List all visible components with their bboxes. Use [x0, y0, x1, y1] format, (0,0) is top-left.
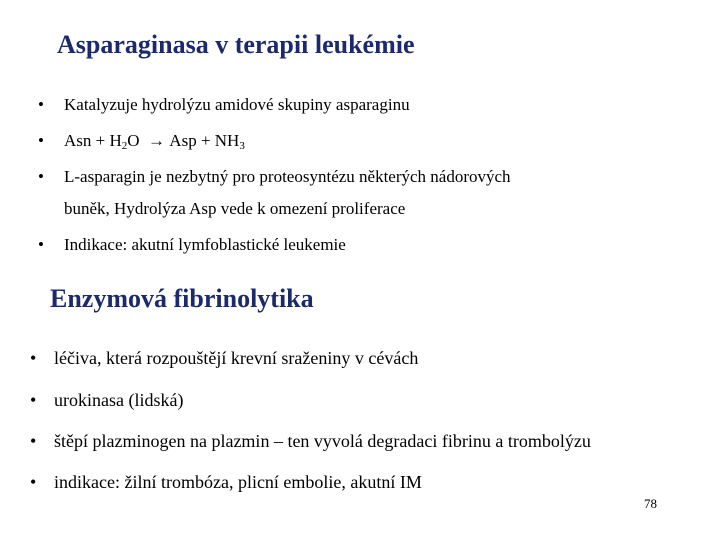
bullet-text: Indikace: akutní lymfoblastické leukemie: [64, 235, 346, 254]
bullet-icon: •: [38, 131, 44, 150]
equation-part: Asp + NH: [169, 131, 240, 150]
equation-subscript: 3: [239, 140, 245, 152]
equation-part: O: [127, 131, 140, 150]
bullet-icon: •: [30, 348, 37, 368]
bullet-text: léčiva, která rozpouštějí krevní sraženiny v cévách: [54, 348, 419, 368]
bullet-text: urokinasa (lidská): [54, 390, 184, 410]
bullet-icon: •: [38, 167, 44, 186]
bullet-icon: •: [30, 390, 37, 410]
bullet-icon: •: [30, 472, 37, 492]
reaction-equation: [64, 130, 245, 152]
bullet-text-line: buněk, Hydrolýza Asp vede k omezení proliferace: [64, 199, 406, 218]
bullet-text-line: L-asparagin je nezbytný pro proteosyntézu některých nádorových: [64, 167, 511, 186]
equation-subscript: 2: [121, 140, 128, 152]
arrow-icon: →: [148, 131, 166, 150]
bullet-text: Katalyzuje hydrolýzu amidové skupiny asparaginu: [64, 95, 410, 114]
equation-part: Asn + H: [64, 131, 122, 150]
bullet-icon: •: [38, 95, 44, 114]
bullet-text: indikace: žilní trombóza, plicní embolie, akutní IM: [54, 472, 422, 492]
bullet-text: [64, 166, 511, 220]
section-title-fibrinolytika: Enzymová fibrinolytika: [50, 284, 314, 313]
section-title-asparaginasa: Asparaginasa v terapii leukémie: [57, 30, 415, 59]
bullet-icon: •: [38, 235, 44, 254]
bullet-text: štěpí plazminogen na plazmin – ten vyvolá degradaci fibrinu a trombolýzu: [54, 431, 591, 451]
bullet-icon: •: [30, 431, 37, 451]
page-number: 78: [644, 496, 657, 511]
